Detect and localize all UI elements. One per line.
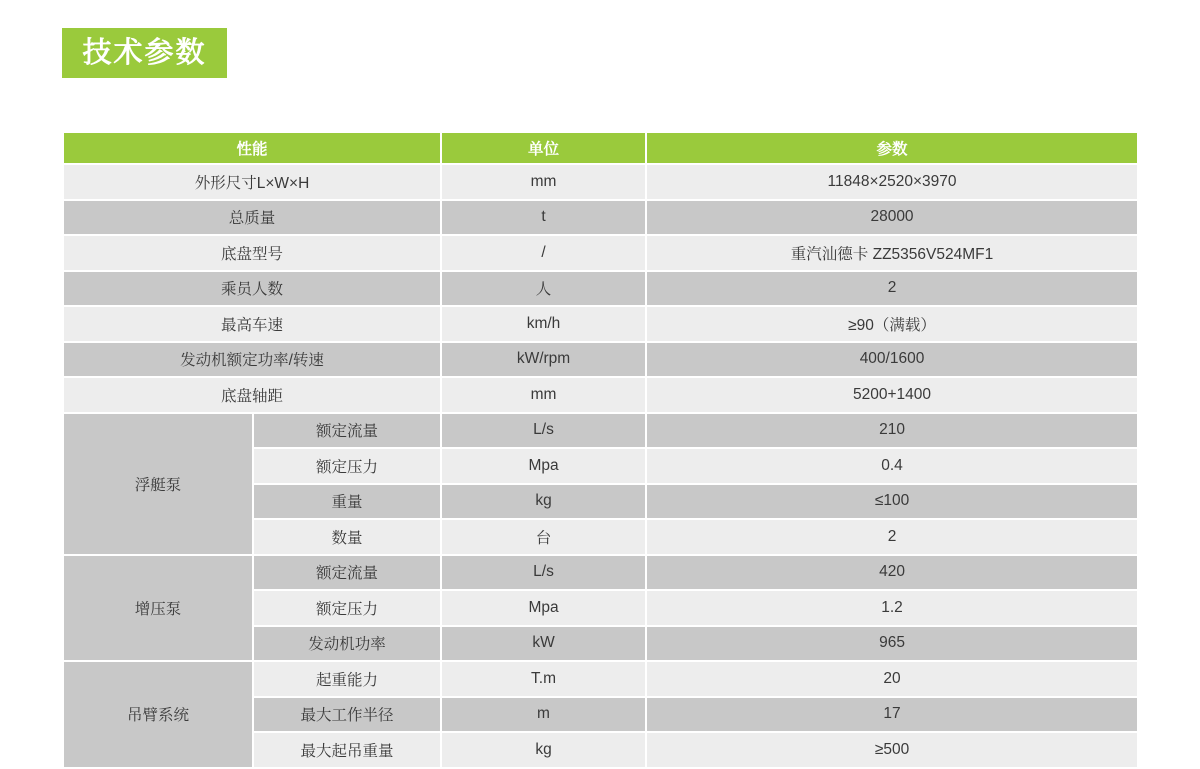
row-name: 外形尺寸L×W×H: [63, 164, 441, 200]
column-header-performance: 性能: [63, 132, 441, 164]
row-unit: kg: [441, 732, 646, 768]
row-name: 额定压力: [253, 448, 441, 484]
table-row: [63, 200, 1138, 236]
table-row: [63, 555, 1138, 591]
table-row: [63, 271, 1138, 307]
column-header-unit: 单位: [441, 132, 646, 164]
technical-parameters-table: [62, 131, 1139, 769]
row-name: 乘员人数: [63, 271, 441, 307]
row-name: 起重能力: [253, 661, 441, 697]
row-value: 420: [646, 555, 1138, 591]
row-unit: L/s: [441, 413, 646, 449]
row-value: 20: [646, 661, 1138, 697]
row-value: ≥500: [646, 732, 1138, 768]
row-value: 400/1600: [646, 342, 1138, 378]
row-value: 5200+1400: [646, 377, 1138, 413]
row-name: 最大起吊重量: [253, 732, 441, 768]
row-name: 重量: [253, 484, 441, 520]
table-row: [63, 306, 1138, 342]
row-value: 17: [646, 697, 1138, 733]
row-unit: kW: [441, 626, 646, 662]
row-unit: kW/rpm: [441, 342, 646, 378]
row-unit: T.m: [441, 661, 646, 697]
row-name: 发动机功率: [253, 626, 441, 662]
row-unit: mm: [441, 377, 646, 413]
row-unit: /: [441, 235, 646, 271]
row-name: 额定流量: [253, 555, 441, 591]
table-row: [63, 661, 1138, 697]
row-unit: Mpa: [441, 448, 646, 484]
table-row: [63, 164, 1138, 200]
row-value: 11848×2520×3970: [646, 164, 1138, 200]
table-header-row: [63, 132, 1138, 164]
row-value: ≥90（满载）: [646, 306, 1138, 342]
row-unit: 台: [441, 519, 646, 555]
row-name: 最大工作半径: [253, 697, 441, 733]
column-header-parameter: 参数: [646, 132, 1138, 164]
table-row: [63, 377, 1138, 413]
row-value: 2: [646, 519, 1138, 555]
table-row: [63, 342, 1138, 378]
row-name: 最高车速: [63, 306, 441, 342]
row-name: 底盘型号: [63, 235, 441, 271]
row-value: 28000: [646, 200, 1138, 236]
row-name: 数量: [253, 519, 441, 555]
table-header: [63, 132, 1138, 164]
row-value: 重汽汕德卡 ZZ5356V524MF1: [646, 235, 1138, 271]
page-title: 技术参数: [82, 36, 207, 69]
row-name: 总质量: [63, 200, 441, 236]
group-label: 吊臂系统: [63, 661, 253, 768]
row-unit: Mpa: [441, 590, 646, 626]
row-name: 额定压力: [253, 590, 441, 626]
row-name: 发动机额定功率/转速: [63, 342, 441, 378]
row-unit: mm: [441, 164, 646, 200]
group-label: 增压泵: [63, 555, 253, 662]
page-title-banner: [62, 28, 227, 78]
row-value: 1.2: [646, 590, 1138, 626]
row-unit: m: [441, 697, 646, 733]
table-row: [63, 413, 1138, 449]
row-value: 2: [646, 271, 1138, 307]
row-unit: kg: [441, 484, 646, 520]
row-unit: km/h: [441, 306, 646, 342]
row-unit: t: [441, 200, 646, 236]
row-value: 210: [646, 413, 1138, 449]
row-name: 底盘轴距: [63, 377, 441, 413]
row-unit: 人: [441, 271, 646, 307]
row-unit: L/s: [441, 555, 646, 591]
table-body: [63, 164, 1138, 768]
row-value: 0.4: [646, 448, 1138, 484]
group-label: 浮艇泵: [63, 413, 253, 555]
row-value: 965: [646, 626, 1138, 662]
row-value: ≤100: [646, 484, 1138, 520]
table-row: [63, 235, 1138, 271]
row-name: 额定流量: [253, 413, 441, 449]
